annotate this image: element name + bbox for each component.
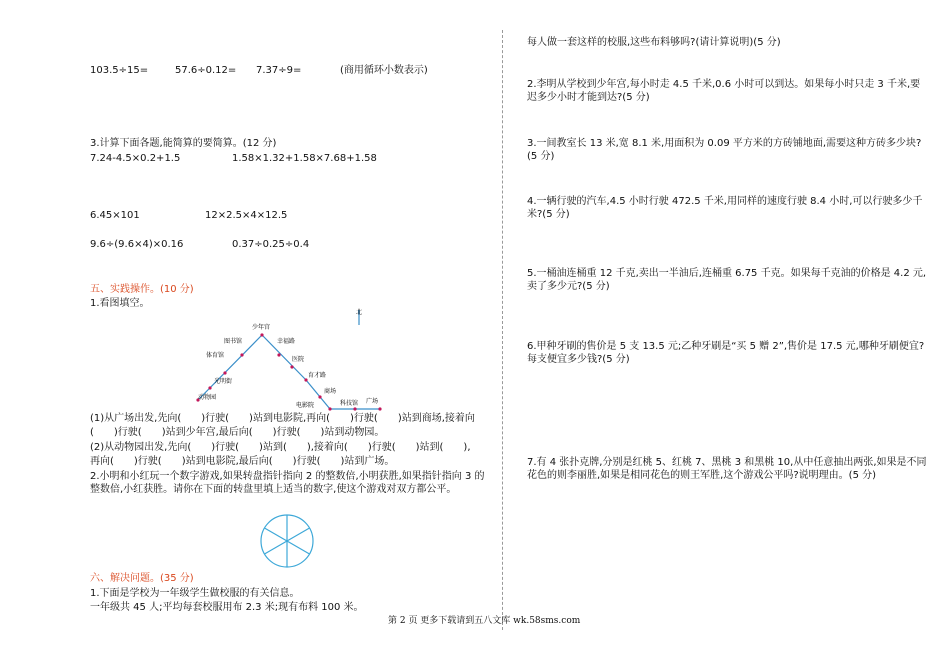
q3-expr-6: 0.37÷0.25÷0.4: [232, 239, 310, 250]
map-north: 北: [356, 309, 363, 316]
q3-expr-4: 12×2.5×4×12.5: [205, 210, 288, 221]
map-place: 体育馆: [206, 352, 225, 359]
calc-3: 7.37÷9=: [256, 65, 302, 76]
question-6: 6.甲种牙刷的售价是 5 支 13.5 元;乙种牙刷是“买 5 赠 2”,售价是 17.5 元,哪种牙刷便宜?每支便宜多少钱?(5 分): [527, 341, 925, 365]
question-5: 5.一桶油连桶重 12 千克,卖出一半油后,连桶重 6.75 千克。如果每千克油的价格是 4.2 元,卖了多少元?(5 分): [527, 268, 927, 292]
map-place: 商场: [324, 388, 337, 395]
fill-line-3: (2)从动物园出发,先向( )行驶( )站到( ),接着向( )行驶( )站到( ),: [90, 442, 471, 453]
section-6-q1: 1.下面是学校为一年级学生做校服的有关信息。: [90, 588, 300, 599]
calc-2: 57.6÷0.12=: [175, 65, 237, 76]
q1-continued: 每人做一套这样的校服,这些布料够吗?(请计算说明)(5 分): [527, 37, 781, 48]
fill-line-2: ( )行驶( )站到少年宫,最后向( )行驶( )站到动物园。: [90, 427, 385, 438]
page-footer: 第 2 页 更多下载请到五八文库 wk.58sms.com: [388, 616, 581, 626]
q3-expr-5: 9.6÷(9.6×4)×0.16: [90, 239, 184, 250]
map-place: 医院: [292, 356, 305, 363]
map-place: 动物园: [198, 394, 217, 401]
map-place: 幸福路: [277, 338, 296, 345]
question-2: 2.李明从学校到少年宫,每小时走 4.5 千米,0.6 小时可以到达。如果每小时只走 3 千米,要迟多少小时才能到达?(5 分): [527, 79, 921, 103]
section-5-title: 五、实践操作。(10 分): [90, 284, 194, 295]
map-place: 电影院: [296, 402, 315, 409]
route-map: [180, 305, 400, 415]
question-4: 4.一辆行驶的汽车,4.5 小时行驶 472.5 千米,用同样的速度行驶 8.4 小时,可以行驶多少千米?(5 分): [527, 196, 923, 220]
spinner-wheel: [259, 513, 315, 569]
calc-1: 103.5÷15=: [90, 65, 149, 76]
question-7: 7.有 4 张扑克牌,分别是红桃 5、红桃 7、黑桃 3 和黑桃 10,从中任意抽出两张,如果是不同花色的则李丽胜,如果是相同花色的则王军胜,这个游戏公平吗?说明理由。(5 分): [527, 457, 927, 481]
q3-expr-2: 1.58×1.32+1.58×7.68+1.58: [232, 153, 377, 164]
section-6-title: 六、解决问题。(35 分): [90, 573, 194, 584]
map-place: 少年宫: [252, 324, 271, 331]
column-divider: [502, 30, 503, 630]
q3-expr-1: 7.24-4.5×0.2+1.5: [90, 153, 181, 164]
map-place: 育才路: [308, 372, 327, 379]
section-6-q1-info: 一年级共 45 人;平均每套校服用布 2.3 米;现有布料 100 米。: [90, 602, 364, 613]
q3-expr-3: 6.45×101: [90, 210, 140, 221]
route-lines: [198, 310, 380, 409]
map-place: 科技馆: [340, 400, 359, 407]
fill-line-1: (1)从广场出发,先向( )行驶( )站到电影院,再向( )行驶( )站到商场,接着向: [90, 413, 475, 424]
calc-note: (商用循环小数表示): [340, 65, 428, 76]
q3-title: 3.计算下面各题,能简算的要简算。(12 分): [90, 138, 277, 149]
section-5-q1: 1.看图填空。: [90, 298, 150, 309]
question-3: 3.一间教室长 13 米,宽 8.1 米,用面积为 0.09 平方米的方砖铺地面,需要这种方砖多少块?(5 分): [527, 138, 922, 162]
fill-line-4: 再向( )行驶( )站到电影院,最后向( )行驶( )站到广场。: [90, 456, 395, 467]
q2-spinner-text: 2.小明和小红玩一个数字游戏,如果转盘指针指向 2 的整数倍,小明获胜,如果指针指向 3 的整数倍,小红获胜。请你在下面的转盘里填上适当的数字,使这个游戏对双方都公平。: [90, 471, 485, 495]
map-place: 光明街: [214, 378, 233, 385]
map-place: 广场: [366, 398, 379, 405]
map-place: 图书馆: [224, 338, 243, 345]
